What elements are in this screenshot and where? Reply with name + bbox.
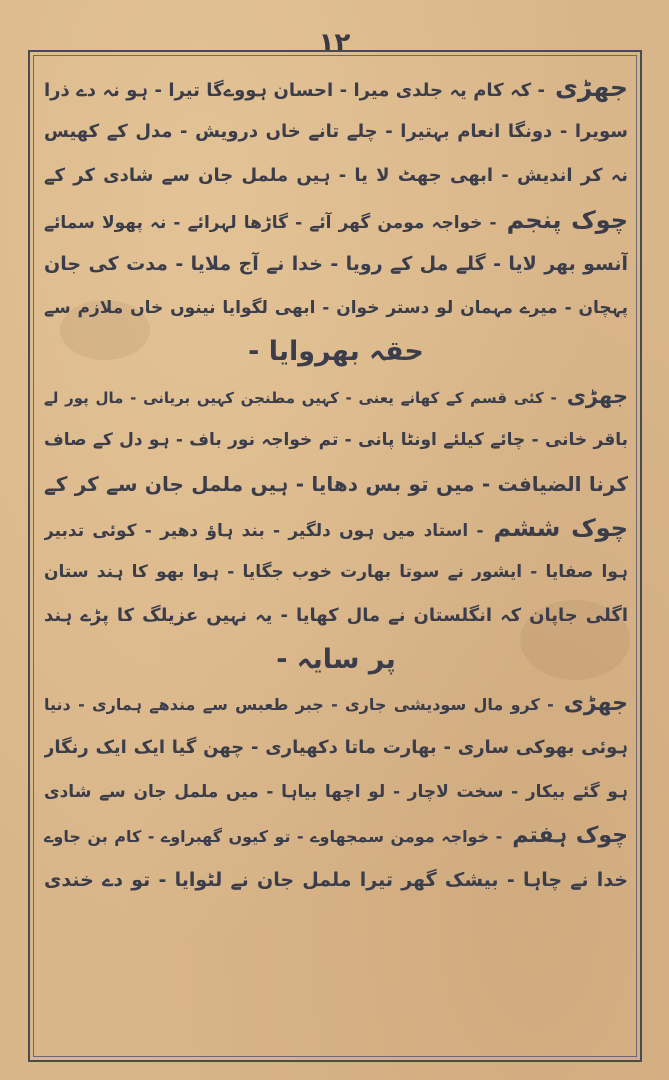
section-heading: چوک ہفتم (512, 823, 628, 848)
section-heading: جھڑی (555, 73, 628, 102)
text-line (44, 550, 628, 594)
verse-text: - خواجہ مومن گھر آئے - گاڑھا لہرائے - نہ پھولا سمائے (44, 213, 497, 233)
verse-text: نہ کر اندیش - ابھی جھٹ لا یا - ہیں ململ جان سے شادی کر کے (44, 165, 628, 186)
text-line (44, 242, 628, 286)
verse-text: خدا نے چاہا - بیشک گھر تیرا ململ جان نے لٹوایا - تو دے خندی (44, 869, 628, 891)
text-line (44, 418, 628, 462)
verse-text: - خواجہ مومن سمجھاوے - تو کیوں گھبراوے - کام بن جاوے (44, 827, 503, 846)
verse-text: آنسو بھر لایا - گلے مل کے رویا - خدا نے آج ملایا - مدت کی جان (44, 253, 628, 275)
page-number: ۱۲ (318, 28, 351, 58)
verse-text: سویرا - دونگا انعام بہتیرا - چلے تانے خاں درویش - مدل کے کھیس (44, 121, 628, 142)
text-line (44, 110, 628, 154)
verse-text: ہوئی بھوکی ساری - بھارت ماتا دکھیاری - چھن گیا ایک ایک رنگار (44, 737, 628, 758)
verse-text: - کہ کام یہ جلدی میرا - احسان ہووےگا تیرا - ہو نہ دے ذرا (44, 80, 545, 101)
text-line (44, 814, 628, 858)
text-line (44, 374, 628, 418)
verse-text: - کرو مال سودیشی جاری - جبر طعبس سے مندھے ہماری - دنیا (44, 695, 554, 714)
text-line (44, 66, 628, 110)
text-line (44, 682, 628, 726)
poem-text-block (44, 66, 628, 1050)
verse-text: باقر خانی - چائے کیلئے اونٹا پانی - تم خواجہ نور باف - ہو دل کے صاف (44, 430, 628, 450)
verse-text: ہوا صفایا - ایشور نے سوتا بھارت خوب جگایا - ہوا بھو کا ہند ستان (44, 562, 628, 582)
verse-text: - کئی قسم کے کھانے یعنی - کہیں مطنجن کہیں بریانی - مال پور لے (44, 389, 557, 407)
text-line (44, 506, 628, 550)
section-heading: جھڑی (566, 384, 628, 408)
verse-text: اگلی جاپان کہ انگلستان نے مال کھایا - یہ نہیں عزیلگ کا پڑے ہند (44, 605, 628, 626)
text-line (44, 462, 628, 506)
verse-text: کرنا الضیافت - میں تو بس دھایا - ہیں ململ جان سے کر کے (44, 472, 628, 496)
verse-text: - استاد میں ہوں دلگیر - بند ہاؤ دھیر - کوئی تدبیر (44, 521, 484, 541)
text-line (44, 770, 628, 814)
text-line (44, 726, 628, 770)
section-heading: چوک پنجم (506, 206, 628, 234)
text-line (44, 594, 628, 638)
verse-text: حقہ بھروایا - (248, 336, 424, 367)
verse-text: پر سایہ - (276, 644, 396, 675)
verse-text: پہچان - میرے مہمان لو دستر خوان - ابھی لگوایا نینوں خاں ملازم سے (44, 298, 628, 318)
section-heading: چوک ششم (493, 514, 628, 542)
verse-text: ہو گئے بیکار - سخت لاچار - لو اچھا بیاہا - میں ململ جان سے شادی (44, 782, 628, 802)
section-heading: جھڑی (563, 691, 628, 716)
text-line (44, 286, 628, 330)
text-line (44, 198, 628, 242)
text-line (44, 638, 628, 682)
text-line (44, 154, 628, 198)
text-line (44, 858, 628, 902)
text-line (44, 330, 628, 374)
